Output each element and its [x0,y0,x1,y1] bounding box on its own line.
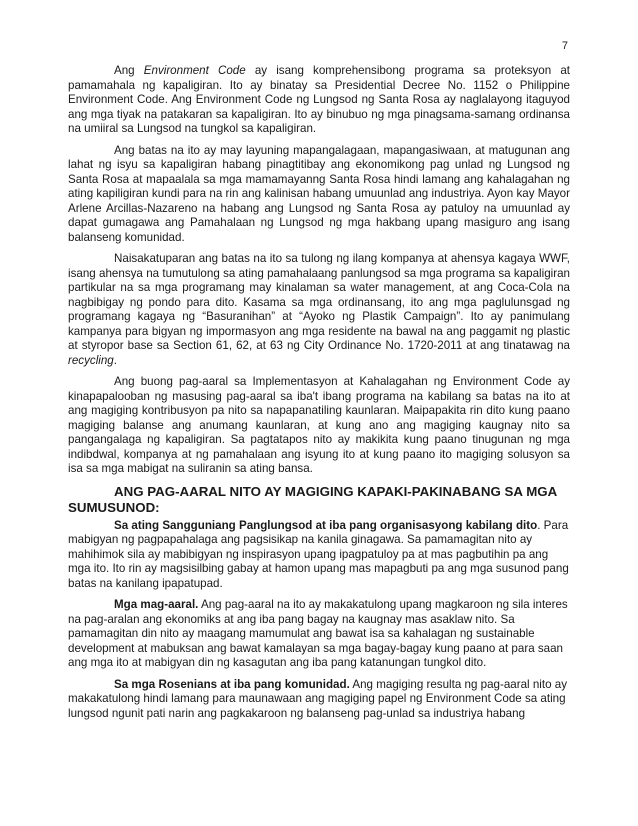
paragraph-purpose: Ang batas na ito ay may layuning mapangalagaan, mapangasiwaan, at matugunan ang lahat ng isyu sa kapaligiran habang pinagtitibay ang ekonomikong pag unlad ng Lungsod ng Santa Rosa at mapaalala sa mga mamamayanng Santa Rosa hindi lamang ang kahalagahan ng ating kapiligiran kundi para na rin ang kalinisan habang umuunlad ang industriya. Ayon kay Mayor Arlene Arcillas-Nazareno na habang ang Lungsod ng Santa Rosa ay patuloy na umuunlad ay dapat gumagawa ang Pamahalaan ng Lungsod ng mga hakbang upang masiguro ang isang balanseng komunidad. [68,143,570,244]
beneficiary-title: Sa ating Sangguniang Panglungsod at iba pang organisasyong kabilang dito [114,518,538,532]
paragraph-scope: Ang buong pag-aaral sa Implementasyon at Kahalagahan ng Environment Code ay kinapapalooban ng masusing pag-aaral sa iba't ibang programa na kabilang sa batas na ito at ang magiging kontribusyon pa nito sa napapanatiling kaunlaran. Maipapakita rin dito kung paano magiging balanse ang anumang kaunlaran, at kung ano ang magiging kaugnay nito sa pangangalaga ng kapaligiran. Sa pagtatapos nito ay makikita kung paano tinugunan ng mga indibdwal, kompanya at ng pamahalaan ang isyung ito at kung paano ito magiging solusyon sa isa sa mga mabigat na suliranin sa ating bansa. [68,375,570,475]
beneficiary-text: Ang pag-aaral na ito ay makakatulong upang magkaroon ng sila interes na pag-aralan ang ekonomiks at ang iba pang bagay na kaugnay mas asaklaw nito. Sa pamamagitan din nito ay maagang mamumulat ang bawat isa sa kahalagan ng sustainable development at mabuksan ang bawat kamalayan sa mga bagay-bagay kung paano at para saan ang mga ito at mabigyan din ng kasagutan ang iba pang katanungan tungkol dito. [68,598,568,669]
beneficiary-sangguniang [68,519,570,592]
paragraph-implementation: Naisakatuparan ang batas na ito sa tulong ng ilang kompanya at ahensya kagaya WWF, isang ahensya na tumutulong sa ating pamahalaang panlungsod sa mga programa sa kapaligiran partikular na sa mga programang may kinalaman sa water management, at ang Coca-Cola na nagbibigay ng pondo para dito. Kasama sa mga ordinansang, ito ang mga paglulunsgad ng programang kagaya ng “Basuranihan” at “Ayoko ng Plastik Campaign”. Ito ay panimulang kampanya para bigyan ng impormasyon ang mga residente na bawal na ang paggamit ng plastic at styropor base sa Section 61, 62, at 63 ng City Ordinance No. 1720-2011 at ang tinatawag na recycling. [68,252,570,367]
paragraph-intro: Ang Environment Code ay isang komprehensibong programa sa proteksyon at pamamahala ng kapaligiran. Ito ay binatay sa Presidential Decree No. 1152 o Philippine Environment Code. Ang Environment Code ng Lungsod ng Santa Rosa ay naglalayong itaguyod ang mga tiyak na patakaran sa kapaligiran. Ito ay binubuo ng mga pinagsama-samang ordinansa na umiiral sa Lungsod na tungkol sa kapaligiran. [68,64,570,135]
beneficiary-text: . Para mabigyan ng pagpapahalaga ang pagsisikap na kanila ginagawa. Sa pamamagitan nito ay mahihimok sila ay mabibigyan ng inspirasyon upang ipagpatuloy pa at mas pagbutihin pa ang mga ito. Ito rin ay magsisilbing gabay at hamon upang mas mapagbuti pa ang mga susunod pang batas na kanilang ipapatupad. [68,518,569,590]
emphasis-recycling: recycling [68,353,114,367]
beneficiary-rosenians [68,678,570,722]
beneficiary-text: Ang magiging resulta ng pag-aaral nito ay makakatulong hindi lamang para maunawaan ang magiging papel ng Environment Code sa ating lungsod ngunit pati narin ang pagkakaroon ng balanseng pag-unlad sa industriya habang [68,677,567,720]
page-number: 7 [561,40,568,52]
beneficiary-title: Mga mag-aaral. [114,598,199,611]
beneficiary-title: Sa mga Rosenians at iba pang komunidad. [114,677,350,691]
emphasis-environment-code: Environment Code [143,64,246,77]
section-heading: ANG PAG-AARAL NITO AY MAGIGING KAPAKI-PAKINABANG SA MGA SUMUSUNOD: [68,483,557,515]
beneficiary-students [68,598,570,671]
page-body [68,64,570,728]
